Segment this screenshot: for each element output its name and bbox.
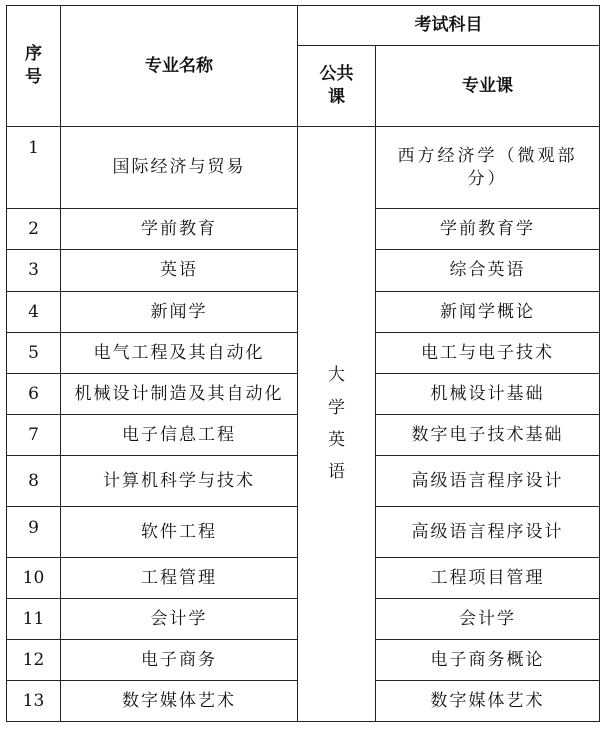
public-course-cell <box>298 127 376 722</box>
row-specialty-course: 数字媒体艺术 <box>376 681 600 722</box>
row-specialty-course: 机械设计基础 <box>376 374 600 415</box>
row-specialty-course: 学前教育学 <box>376 209 600 250</box>
public-course-char: 学 <box>328 397 345 418</box>
row-major: 英语 <box>61 250 298 292</box>
row-major: 学前教育 <box>61 209 298 250</box>
header-specialty-course: 专业课 <box>376 46 600 127</box>
row-specialty-course: 高级语言程序设计 <box>376 507 600 558</box>
header-public-line2: 课 <box>328 87 345 107</box>
header-public-course <box>298 46 376 127</box>
table-row <box>7 127 600 209</box>
row-index: 6 <box>7 374 61 415</box>
public-course-char: 语 <box>328 462 345 483</box>
header-index-line1: 序 <box>25 44 42 65</box>
header-row-1 <box>7 6 600 46</box>
row-index: 10 <box>7 558 61 599</box>
row-specialty-course: 西方经济学（微观部分） <box>376 127 600 209</box>
header-index-line2: 号 <box>25 67 42 87</box>
row-index: 12 <box>7 640 61 681</box>
header-major: 专业名称 <box>61 6 298 127</box>
header-index <box>7 6 61 127</box>
header-exam-subjects: 考试科目 <box>298 6 600 46</box>
row-major: 电气工程及其自动化 <box>61 333 298 374</box>
row-major: 计算机科学与技术 <box>61 456 298 507</box>
row-index: 7 <box>7 415 61 456</box>
row-major: 数字媒体艺术 <box>61 681 298 722</box>
row-major: 电子信息工程 <box>61 415 298 456</box>
row-specialty-course: 综合英语 <box>376 250 600 292</box>
row-major: 工程管理 <box>61 558 298 599</box>
row-specialty-course: 新闻学概论 <box>376 292 600 333</box>
row-index: 4 <box>7 292 61 333</box>
row-index: 3 <box>7 250 61 292</box>
row-specialty-course: 会计学 <box>376 599 600 640</box>
row-major: 会计学 <box>61 599 298 640</box>
row-major: 国际经济与贸易 <box>61 127 298 209</box>
row-major: 软件工程 <box>61 507 298 558</box>
row-specialty-course: 数字电子技术基础 <box>376 415 600 456</box>
row-index: 2 <box>7 209 61 250</box>
public-course-char: 英 <box>328 430 345 450</box>
row-specialty-course: 电子商务概论 <box>376 640 600 681</box>
row-specialty-course: 电工与电子技术 <box>376 333 600 374</box>
row-major: 机械设计制造及其自动化 <box>61 374 298 415</box>
row-major: 电子商务 <box>61 640 298 681</box>
row-index: 9 <box>7 507 61 558</box>
row-index: 11 <box>7 599 61 640</box>
exam-subjects-table <box>6 5 600 722</box>
row-index: 13 <box>7 681 61 722</box>
row-major: 新闻学 <box>61 292 298 333</box>
header-public-line1: 公共 <box>319 64 354 85</box>
row-index: 8 <box>7 456 61 507</box>
public-course-char: 大 <box>328 365 345 386</box>
row-index: 5 <box>7 333 61 374</box>
row-specialty-course: 工程项目管理 <box>376 558 600 599</box>
table-body <box>7 127 600 722</box>
row-specialty-course: 高级语言程序设计 <box>376 456 600 507</box>
row-index: 1 <box>7 127 61 209</box>
